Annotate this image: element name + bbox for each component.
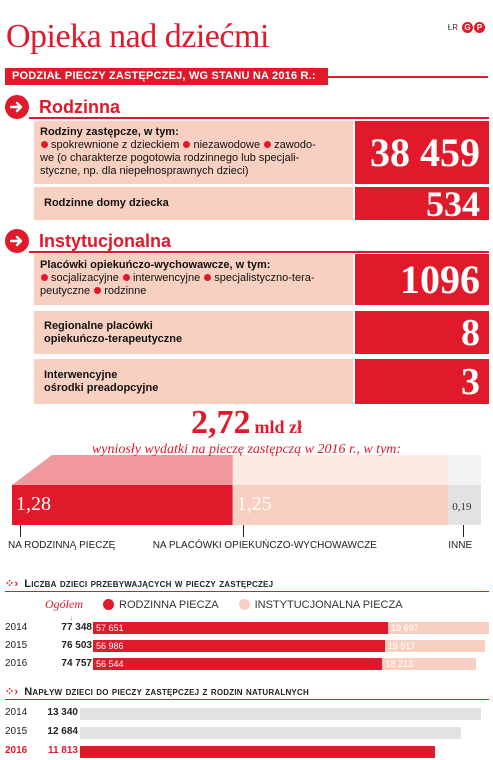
children-section-rule: [5, 591, 489, 592]
subtitle-rule: [328, 76, 488, 78]
interwencyjne-value: 3: [355, 359, 489, 404]
list-item: niezawodowe: [193, 139, 261, 151]
children-bar-family: 56 986: [93, 640, 385, 652]
rodziny-zastepcze-desc-2: styczne, np. dla niepełnosprawnych dzieci): [40, 165, 249, 177]
interwencyjne-title-1: Interwencyjne: [44, 368, 118, 381]
bullet-icon: [183, 141, 190, 148]
bullet-icon: [41, 141, 48, 148]
section-instytucjonalna-rule: [29, 251, 489, 253]
rodziny-zastepcze-desc-1: we (o charakterze pogotowia rodzinnego lub specjali-: [40, 152, 300, 164]
subtitle-bar: PODZIAŁ PIECZY ZASTĘPCZEJ, WG STANU NA 2016 R.:: [5, 68, 328, 85]
expense-taper-1: [233, 455, 449, 485]
dotted-arrow-icon: ⁘›: [5, 578, 19, 590]
regionalne-title-2: opiekuńczo-terapeutyczne: [44, 332, 183, 345]
inflow-year-label: 2014: [5, 707, 28, 718]
inflow-value-label: 12 684: [47, 726, 78, 737]
expense-tick: [20, 525, 21, 537]
bullet-icon: [264, 141, 271, 148]
down-arrow-icon: ↓: [69, 613, 73, 622]
children-year-label: 2014: [5, 622, 28, 633]
children-bar-inst: 19 517: [385, 640, 485, 652]
children-legend: [5, 597, 489, 612]
expense-tick: [463, 525, 464, 537]
legend-inst-label: INSTYTUCJONALNA PIECZA: [254, 598, 403, 611]
rodziny-zastepcze-value: 38 459: [355, 121, 489, 184]
credit: [448, 22, 485, 33]
rodziny-zastepcze-title: Rodziny zastępcze, w tym:: [40, 126, 179, 138]
rodziny-zastepcze-list: [40, 139, 347, 152]
legend-total: Ogółem: [45, 597, 83, 611]
expense-taper-2: [448, 455, 481, 485]
regionalne-title-1: Regionalne placówki: [44, 319, 153, 332]
author-credit: ŁR: [447, 23, 458, 32]
publisher-logo: [461, 22, 485, 33]
rodzinne-domy-value: 534: [355, 187, 489, 220]
inflow-section-title: Napływ dzieci do pieczy zastępczej z rodzin naturalnych: [24, 685, 309, 698]
inflow-section-rule: [5, 699, 489, 700]
placowki-title: Placówki opiekuńczo-wychowawcze, w tym:: [40, 259, 271, 271]
legend-inst-swatch: [239, 599, 250, 610]
section-instytucjonalna-label: Instytucjonalna: [39, 230, 172, 251]
logo-letter-p: P: [474, 22, 485, 33]
rodzinne-domy-title: Rodzinne domy dziecka: [44, 197, 169, 209]
rodziny-zastepcze-box: [34, 121, 353, 184]
list-item: socjalizacyjne: [51, 272, 119, 284]
list-item: specjalistyczno-tera-: [214, 272, 315, 284]
inflow-bar: [80, 727, 461, 739]
expense-tick: [243, 525, 244, 537]
list-item: zawodo-: [274, 139, 316, 151]
section-instytucjonalna-heading: [5, 229, 171, 253]
inflow-section-heading: [5, 685, 309, 698]
inflow-bar: [80, 746, 435, 758]
legend-family: [103, 599, 219, 611]
children-bar-inst: 19 697: [388, 622, 489, 634]
list-item: peutyczne: [40, 285, 91, 297]
bullet-icon: [41, 274, 48, 281]
interwencyjne-box: [34, 359, 353, 404]
expense-taper-0: [12, 455, 233, 485]
section-rodzinna-heading: [5, 95, 120, 119]
expense-category-label: NA PLACÓWKI OPIEKUŃCZO-WYCHOWAWCZE: [152, 540, 377, 551]
logo-letter-g: G: [462, 22, 473, 33]
inflow-value-label: 13 340: [47, 707, 78, 718]
section-rodzinna-label: Rodzinna: [39, 96, 120, 117]
children-section-title: Liczba dzieci przebywających w pieczy zastępczej: [24, 577, 274, 590]
section-rodzinna-rule: [29, 117, 489, 119]
expenses-total-unit: mld zł: [254, 417, 302, 437]
expense-category-label: NA RODZINNĄ PIECZĘ: [8, 540, 116, 551]
arrow-right-icon: [5, 229, 29, 253]
placowki-box: [34, 254, 353, 305]
legend-family-swatch: [103, 599, 114, 610]
placowki-list-1: [40, 272, 347, 285]
expenses-chart: [0, 455, 493, 530]
regionalne-box: [34, 311, 353, 354]
inflow-bar: [80, 708, 481, 720]
children-bar-family: 56 544: [93, 658, 382, 670]
arrow-right-icon: [5, 95, 29, 119]
children-section-heading: [5, 577, 273, 590]
expense-value-label: 1,25: [236, 493, 272, 515]
expense-category-label: INNE: [448, 540, 473, 551]
legend-family-label: RODZINNA PIECZA: [119, 598, 219, 611]
placowki-value: 1096: [355, 254, 489, 305]
list-item: rodzinne: [104, 285, 147, 297]
children-total-label: 76 503: [61, 640, 92, 651]
inflow-value-label: 11 813: [47, 745, 78, 756]
expense-value-label: 1,28: [16, 493, 51, 515]
bullet-icon: [204, 274, 211, 281]
expenses-total: [0, 404, 493, 442]
dotted-arrow-icon: ⁘›: [5, 686, 19, 698]
list-item: spokrewnione z dzieckiem: [51, 139, 180, 151]
inflow-year-label: 2015: [5, 726, 28, 737]
regionalne-value: 8: [355, 311, 489, 354]
placowki-list-2: [40, 285, 347, 298]
children-year-label: 2015: [5, 640, 28, 651]
children-bar-family: 57 651: [93, 622, 388, 634]
list-item: interwencyjne: [132, 272, 201, 284]
children-year-label: 2016: [5, 658, 28, 669]
expenses-total-value: 2,72: [191, 404, 251, 441]
inflow-year-label: 2016: [5, 745, 28, 756]
children-bar-inst: 18 213: [382, 658, 475, 670]
rodzinne-domy-box: [34, 187, 353, 220]
page-title: Opieka nad dziećmi: [6, 18, 269, 55]
bullet-icon: [123, 274, 130, 281]
interwencyjne-title-2: ośrodki preadopcyjne: [44, 381, 159, 394]
expenses-subtitle: wyniosły wydatki na pieczę zastępczą w 2016 r., w tym:: [91, 442, 402, 457]
children-total-label: 77 348: [61, 622, 92, 633]
children-total-label: 74 757: [61, 658, 92, 669]
legend-inst: [239, 599, 403, 611]
expense-value-label: 0,19: [452, 501, 472, 513]
bullet-icon: [94, 287, 101, 294]
